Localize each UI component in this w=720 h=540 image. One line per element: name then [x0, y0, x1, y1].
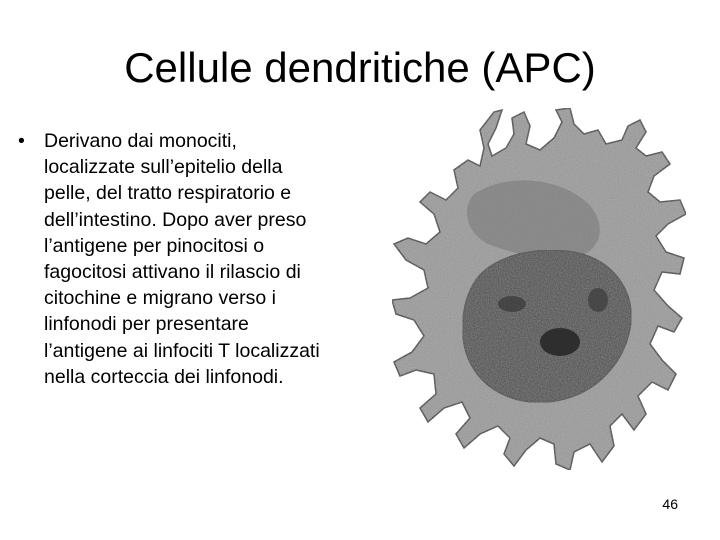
heterochromatin — [588, 288, 608, 312]
heterochromatin — [498, 296, 526, 312]
slide-title: Cellule dendritiche (APC) — [124, 44, 596, 91]
cell-nucleolus — [540, 328, 580, 356]
bullet-marker: • — [18, 130, 25, 152]
bullet-item — [18, 128, 398, 390]
page-number: 46 — [662, 496, 678, 512]
dendritic-cell-image — [384, 104, 690, 478]
bullet-list — [18, 128, 398, 390]
bullet-text: Derivano dai monociti, localizzate sull’epitelio della pelle, del tratto respiratorio e dell’intestino. Dopo aver preso l’antigene per pinocitosi o fagocitosi attivano il rilascio di citochine e migrano verso i linfonodi per presentare l’antigene ai linfociti T localizzati nella corteccia dei linfonodi. — [44, 130, 320, 388]
